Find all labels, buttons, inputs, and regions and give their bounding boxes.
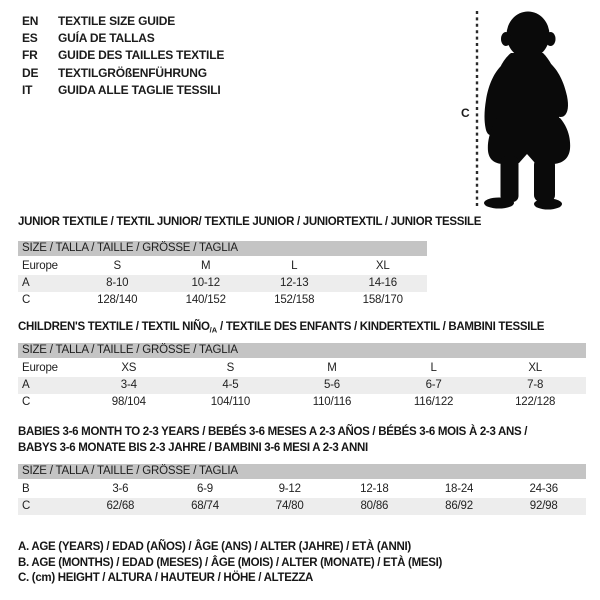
language-row: [22, 47, 224, 64]
child-silhouette: [484, 12, 570, 210]
heading-segment: BABIES 3-6 MONTH TO 2-3 YEARS / BEBÉS 3-6 MESES A 2-3 AÑOS / BÉBÉS 3-6 MOIS À 2-3 ANS /: [18, 426, 528, 438]
size-value: M: [327, 362, 337, 374]
section-heading-line: [18, 425, 527, 441]
size-value: 92/98: [529, 500, 558, 512]
babies-size-table: [18, 464, 586, 515]
table-row: [18, 360, 586, 377]
language-row: [22, 82, 224, 99]
silhouette-right-ear: [546, 32, 556, 46]
row-label: Europe: [22, 362, 58, 374]
footnote-line: B. AGE (MONTHS) / EDAD (MESES) / ÂGE (MOIS) / ALTER (MONATE) / ETÀ (MESI): [18, 556, 443, 569]
silhouette-left-ear: [501, 32, 511, 46]
size-value: 10-12: [191, 277, 220, 289]
size-value: 68/74: [191, 500, 219, 512]
heading-segment: BABYS 3-6 MONATE BIS 2-3 JAHRE / BAMBINI 3-6 MESI A 2-3 ANNI: [18, 441, 368, 454]
size-value: 98/104: [111, 396, 146, 408]
heading-segment: JUNIOR TEXTILE / TEXTIL JUNIOR/ TEXTILE JUNIOR / JUNIORTEXTIL / JUNIOR TESSILE: [18, 216, 482, 228]
size-value: 122/128: [515, 396, 556, 408]
size-value: 12-13: [280, 277, 309, 289]
size-value: 8-10: [106, 277, 129, 289]
size-value: 80/86: [360, 500, 389, 512]
size-value: 128/140: [97, 294, 138, 306]
table-row: [18, 377, 586, 394]
size-value: 110/116: [312, 396, 352, 408]
language-code: ES: [22, 31, 38, 46]
child-silhouette-graphic: [455, 5, 595, 217]
children-section-heading: [18, 320, 544, 338]
children-size-table: [18, 343, 586, 411]
language-row: [22, 12, 224, 29]
language-code: FR: [22, 48, 38, 63]
heading-segment: /A: [209, 325, 218, 335]
table-size-header: SIZE / TALLA / TAILLE / GRÖSSE / TAGLIA: [18, 241, 427, 256]
row-label: B: [22, 483, 30, 495]
language-code: EN: [22, 13, 39, 28]
section-heading-line: [18, 215, 481, 231]
size-value: 158/170: [362, 294, 403, 306]
height-measure-label: C: [461, 106, 470, 120]
language-title: GUIDE DES TAILLES TEXTILE: [58, 48, 225, 63]
table-row: [18, 258, 427, 275]
size-value: S: [113, 260, 121, 272]
language-code: DE: [22, 65, 39, 80]
table-row: [18, 275, 427, 292]
size-value: 18-24: [444, 483, 474, 495]
size-value: 6-9: [196, 483, 214, 495]
language-title-list: [22, 12, 224, 99]
size-value: 116/122: [413, 396, 454, 408]
footnote-line: A. AGE (YEARS) / EDAD (AÑOS) / ÂGE (ANS) / ALTER (JAHRE) / ETÀ (ANNI): [18, 541, 411, 553]
silhouette-left-foot: [484, 198, 514, 209]
size-value: 140/152: [185, 294, 226, 306]
row-label: C: [22, 500, 31, 512]
row-label: A: [22, 379, 30, 391]
size-value: XL: [528, 362, 542, 374]
size-value: XL: [375, 260, 390, 272]
size-value: S: [226, 362, 235, 374]
size-value: 3-6: [112, 483, 129, 495]
size-value: 4-5: [222, 379, 239, 391]
language-title: GUÍA DE TALLAS: [58, 31, 155, 46]
language-title: GUIDA ALLE TAGLIE TESSILI: [58, 83, 221, 98]
size-value: XS: [121, 362, 137, 374]
row-label: Europe: [22, 260, 58, 272]
size-value: 152/158: [274, 294, 315, 306]
silhouette-left-leg: [501, 156, 519, 202]
language-row: [22, 29, 224, 46]
table-size-header: SIZE / TALLA / TAILLE / GRÖSSE / TAGLIA: [18, 464, 586, 479]
size-value: M: [201, 260, 211, 272]
table-row: [18, 394, 586, 411]
size-value: 7-8: [527, 379, 544, 391]
size-value: 9-12: [278, 483, 301, 495]
size-value: 5-6: [323, 379, 340, 391]
language-title: TEXTILE SIZE GUIDE: [58, 13, 176, 28]
silhouette-head: [507, 12, 550, 59]
size-value: 12-18: [360, 483, 389, 495]
size-value: 24-36: [529, 483, 558, 495]
table-row: [18, 481, 586, 498]
size-value: 86/92: [445, 500, 473, 512]
size-value: L: [291, 260, 298, 272]
silhouette-right-leg: [534, 158, 555, 202]
language-title: TEXTILGRÖßENFÜHRUNG: [58, 65, 207, 80]
size-value: 62/68: [106, 500, 135, 512]
silhouette-shorts: [488, 118, 570, 164]
table-row: [18, 292, 427, 309]
size-value: 3-4: [120, 379, 137, 391]
child-height-figure: [455, 5, 595, 217]
section-heading-line: [18, 320, 544, 338]
size-value: 104/110: [210, 396, 251, 408]
junior-section-heading: [18, 215, 481, 231]
row-label: C: [22, 294, 31, 306]
size-value: 6-7: [425, 379, 442, 391]
language-row: [22, 64, 224, 81]
size-value: 74/80: [275, 500, 304, 512]
language-code: IT: [22, 83, 33, 98]
size-value: L: [430, 362, 437, 374]
size-value: 14-16: [368, 277, 397, 289]
babies-section-heading: [18, 425, 527, 456]
table-row: [18, 498, 586, 515]
junior-size-table: [18, 241, 427, 309]
row-label: C: [22, 396, 31, 408]
heading-segment: / TEXTILE DES ENFANTS / KINDERTEXTIL / BAMBINI TESSILE: [217, 321, 545, 333]
table-size-header: SIZE / TALLA / TAILLE / GRÖSSE / TAGLIA: [18, 343, 586, 358]
section-heading-line: [18, 441, 527, 457]
row-label: A: [22, 277, 30, 289]
silhouette-right-foot: [534, 199, 562, 210]
footnote-line: C. (cm) HEIGHT / ALTURA / HAUTEUR / HÖHE / ALTEZZA: [18, 572, 314, 585]
heading-segment: CHILDREN'S TEXTILE / TEXTIL NIÑO: [18, 321, 210, 333]
footnotes: [18, 540, 442, 587]
